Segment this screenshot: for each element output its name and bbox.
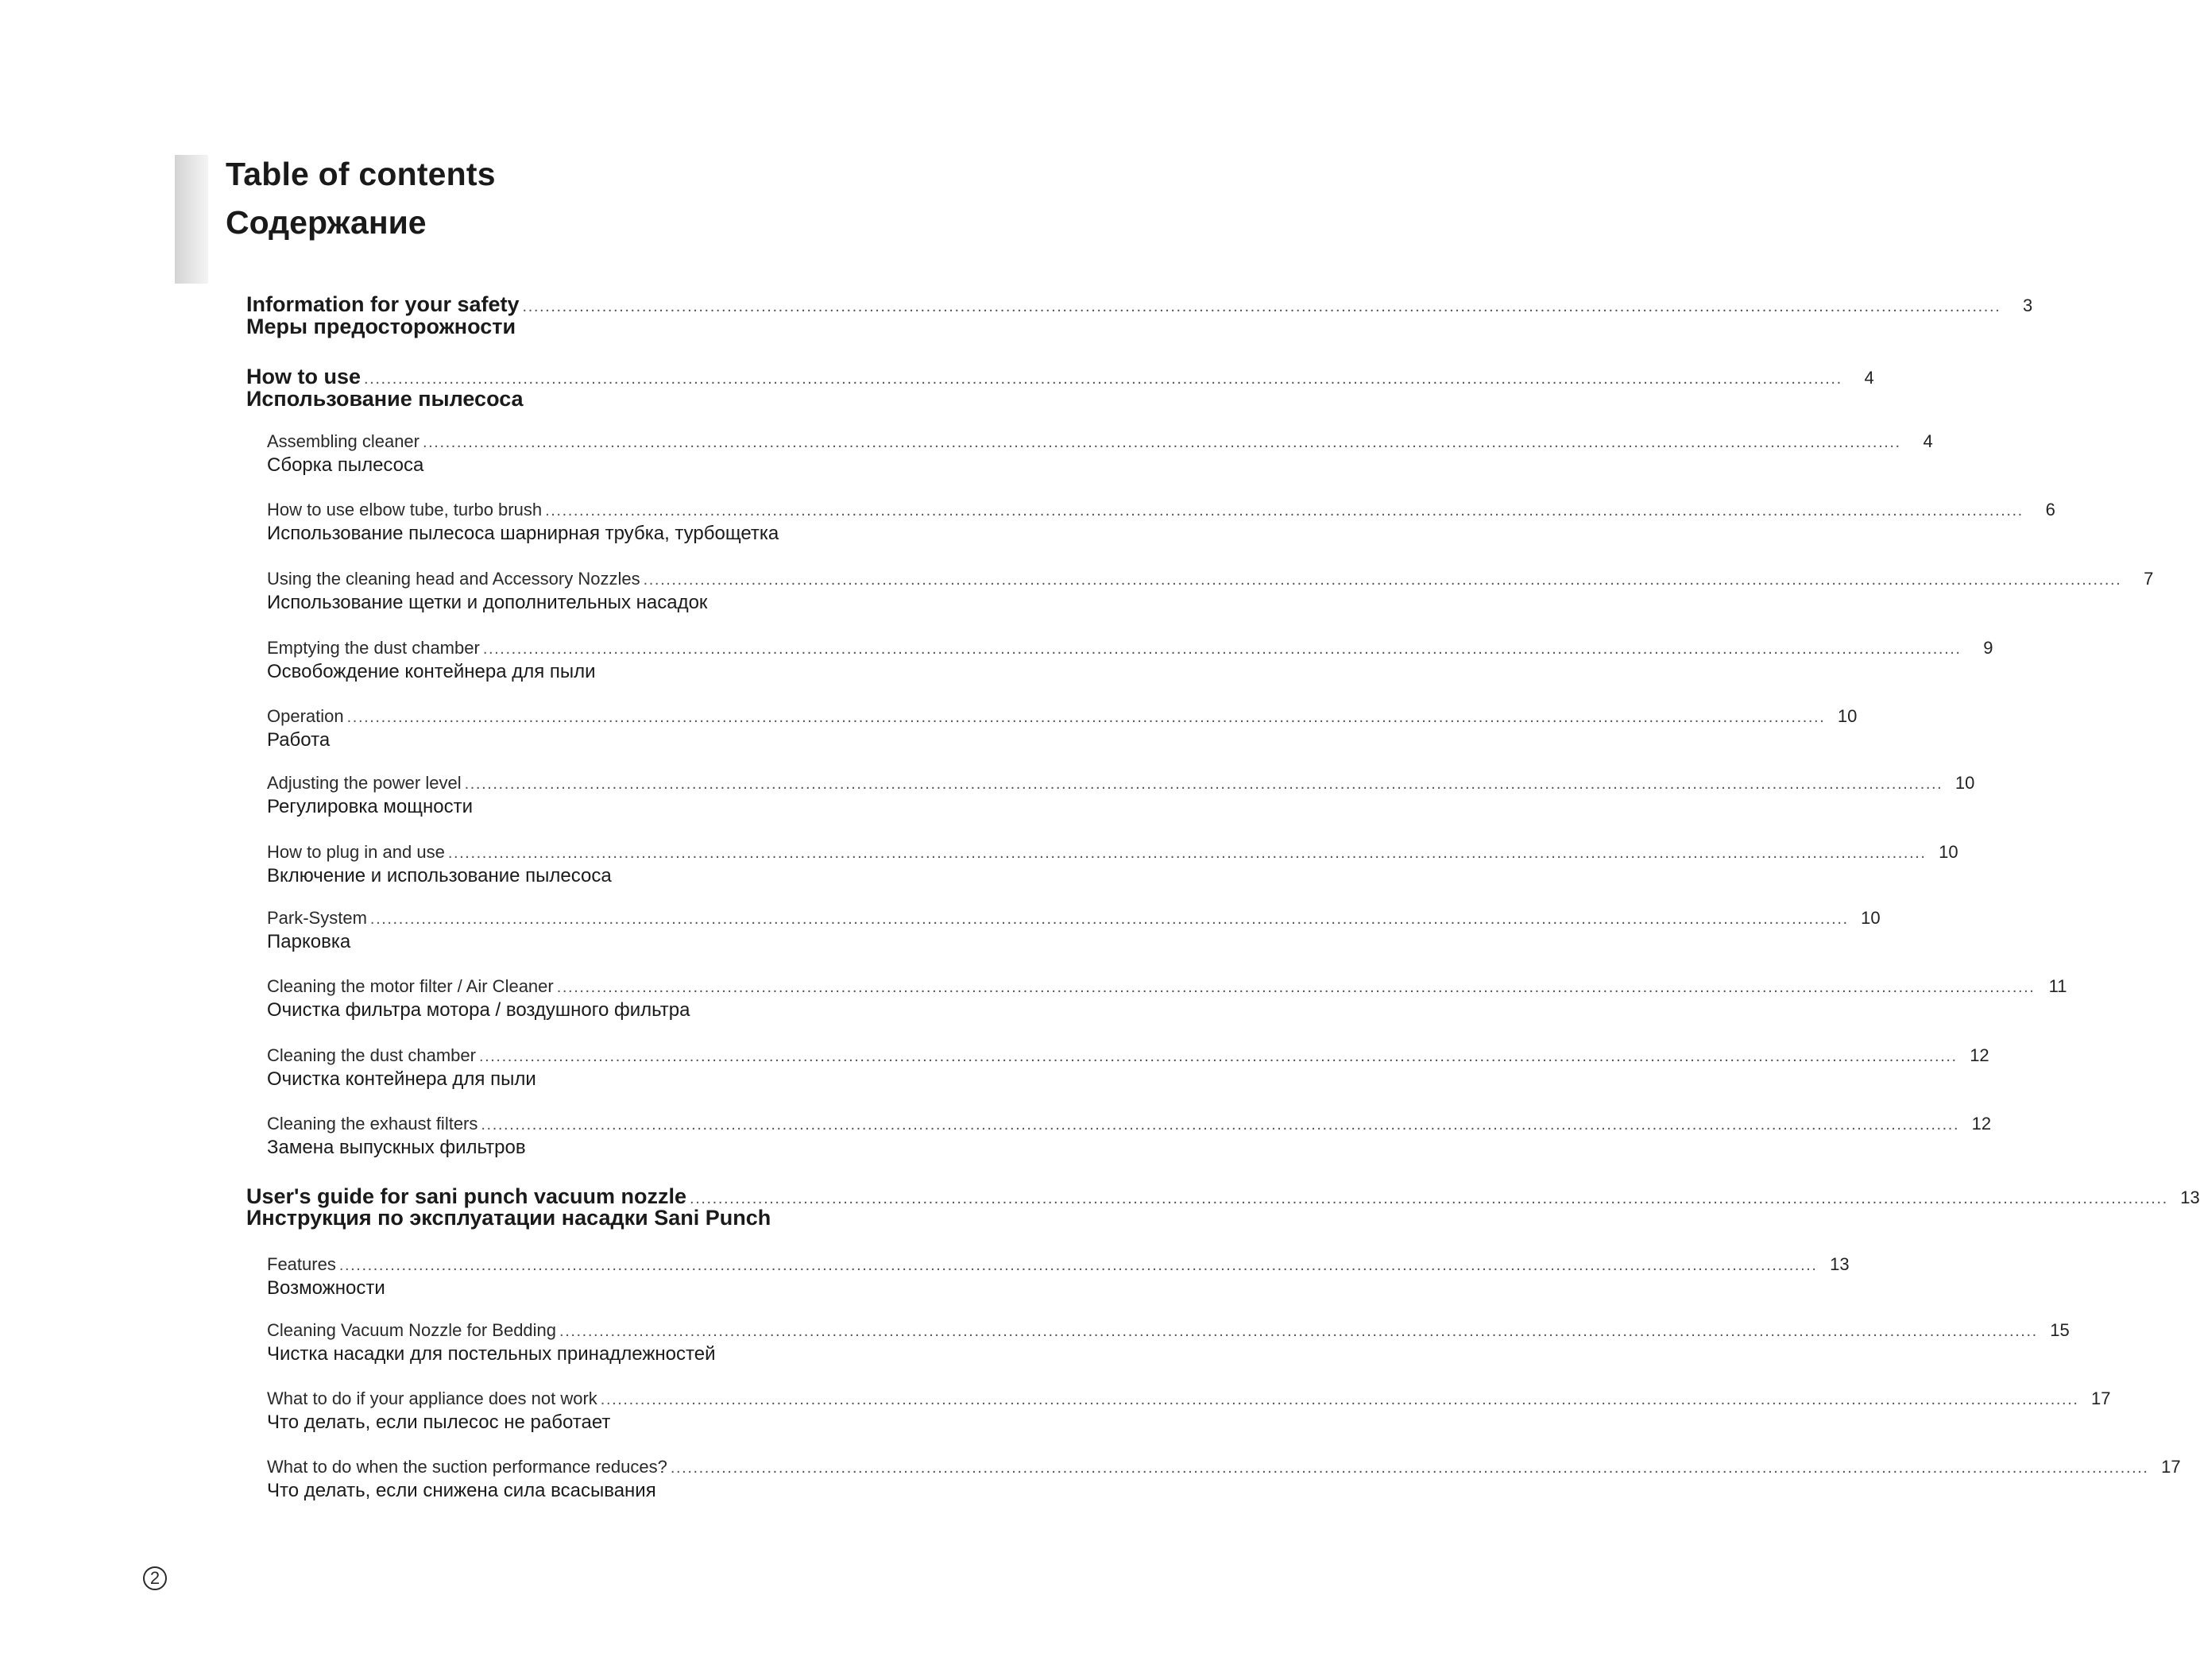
toc-entry-title-en: How to use elbow tube, turbo brush (267, 500, 543, 519)
toc-leader-dots: .................................................................................................................................................................................................................................................................... (556, 979, 2036, 996)
toc-entry-title-en: Assembling cleaner (267, 431, 420, 451)
toc-leader-dots: .................................................................................................................................................................................................................................................................... (559, 1323, 2038, 1340)
toc-entry-title-en: Cleaning Vacuum Nozzle for Bedding (267, 1320, 557, 1340)
page-title-ru: Содержание (226, 204, 427, 241)
header-accent-bar (175, 155, 208, 284)
toc-entry-title-ru: Что делать, если снижена сила всасывания (267, 1480, 656, 1501)
toc-entry-title-en: Emptying the dust chamber (267, 638, 480, 658)
toc-leader-dots: .................................................................................................................................................................................................................................................................... (670, 1459, 2149, 1477)
toc-leader-dots: .................................................................................................................................................................................................................................................................... (369, 910, 1849, 928)
toc-leader-dots: .................................................................................................................................................................................................................................................................... (481, 1116, 1960, 1134)
toc-entry-title-ru: Освобождение контейнера для пыли (267, 661, 596, 682)
toc-entry-title-ru: Использование пылесоса (246, 387, 524, 411)
toc-entry-line[interactable] (267, 908, 1881, 929)
toc-entry-title-ru: Включение и использование пылесоса (267, 865, 612, 886)
toc-entry-title-ru: Использование щетки и дополнительных насадок (267, 592, 708, 613)
toc-entry-title-en: What to do if your appliance does not work (267, 1388, 597, 1408)
toc-leader-dots: .................................................................................................................................................................................................................................................................... (482, 640, 1962, 658)
toc-leader-dots: .................................................................................................................................................................................................................................................................... (478, 1048, 1958, 1065)
toc-entry-line[interactable] (267, 431, 1933, 452)
toc-entry-title-en: User's guide for sani punch vacuum nozzle (246, 1184, 687, 1208)
toc-leader-dots: .................................................................................................................................................................................................................................................................... (690, 1190, 2168, 1207)
toc-entry-title-en: How to use (246, 365, 362, 388)
toc-entry-title-ru: Очистка контейнера для пыли (267, 1068, 536, 1090)
toc-entry-title-ru: Что делать, если пылесос не работает (267, 1412, 611, 1433)
toc-entry-page: 10 (1939, 842, 1958, 862)
toc-entry-page: 13 (1830, 1254, 1850, 1274)
page-title-en: Table of contents (226, 156, 496, 192)
toc-entry-page: 9 (1983, 638, 1993, 658)
toc-entry-title-ru: Использование пылесоса шарнирная трубка, турбощетка (267, 523, 779, 544)
toc-entry-line[interactable] (267, 500, 2055, 520)
toc-entry-page: 4 (1864, 368, 1874, 388)
toc-entry-title-en: Cleaning the motor filter / Air Cleaner (267, 976, 554, 996)
toc-entry-title-en: Operation (267, 706, 344, 726)
toc-entry-page: 4 (1923, 431, 1933, 451)
toc-entry-line[interactable] (267, 1320, 2070, 1341)
toc-entry-title-en: Park-System (267, 908, 367, 928)
toc-entry-page: 7 (2144, 569, 2154, 589)
toc-leader-dots: .................................................................................................................................................................................................................................................................... (346, 709, 1826, 726)
toc-leader-dots: .................................................................................................................................................................................................................................................................... (522, 298, 2001, 315)
toc-entry-title-ru: Чистка насадки для постельных принадлежностей (267, 1343, 716, 1365)
toc-leader-dots: .................................................................................................................................................................................................................................................................... (545, 502, 2024, 519)
toc-entry-page: 11 (2048, 976, 2067, 996)
toc-entry-line[interactable] (267, 706, 1858, 727)
toc-entry-title-ru: Работа (267, 729, 331, 751)
toc-entry-page: 13 (2180, 1188, 2200, 1207)
toc-entry-line[interactable] (267, 1114, 1992, 1134)
toc-entry-page: 10 (1837, 706, 1858, 726)
toc-entry-title-ru: Сборка пылесоса (267, 454, 424, 476)
toc-entry-title-ru: Инструкция по эксплуатации насадки Sani Punch (246, 1206, 771, 1230)
toc-leader-dots: .................................................................................................................................................................................................................................................................... (364, 370, 1842, 388)
toc-entry-page: 17 (2091, 1388, 2111, 1408)
toc-leader-dots: .................................................................................................................................................................................................................................................................... (643, 571, 2122, 589)
toc-entry-title-ru: Регулировка мощности (267, 796, 474, 817)
toc-entry-title-en: Cleaning the dust chamber (267, 1045, 476, 1065)
toc-entry-title-en: What to do when the suction performance reduces? (267, 1457, 667, 1477)
toc-entry-page: 15 (2050, 1320, 2070, 1340)
toc-entry-title-ru: Меры предосторожности (246, 315, 516, 338)
toc-entry-page: 12 (1970, 1045, 1989, 1065)
toc-entry-title-en: Adjusting the power level (267, 773, 462, 793)
toc-entry-title-en: Using the cleaning head and Accessory Nozzles (267, 569, 640, 589)
toc-entry-title-en: Information for your safety (246, 292, 520, 316)
toc-entry-line[interactable] (267, 773, 1975, 794)
toc-leader-dots: .................................................................................................................................................................................................................................................................... (447, 844, 1927, 862)
toc-entry-line[interactable] (267, 1388, 2111, 1409)
toc-entry-title-en: Features (267, 1254, 336, 1274)
page-number (143, 1566, 167, 1590)
toc-entry-line[interactable] (267, 1045, 1989, 1066)
toc-entry-line[interactable] (267, 569, 2154, 589)
toc-entry-title-en: Cleaning the exhaust filters (267, 1114, 478, 1134)
toc-entry-page: 12 (1971, 1114, 1992, 1134)
toc-entry-title-ru: Замена выпускных фильтров (267, 1137, 526, 1158)
toc-entry-page: 10 (1861, 908, 1881, 928)
toc-entry-line[interactable] (267, 1254, 1850, 1275)
toc-entry-page: 3 (2023, 295, 2033, 315)
toc-entry-title-en: How to plug in and use (267, 842, 445, 862)
toc-leader-dots: .................................................................................................................................................................................................................................................................... (338, 1257, 1818, 1274)
toc-entry-line[interactable] (267, 976, 2067, 997)
toc-leader-dots: .................................................................................................................................................................................................................................................................... (464, 775, 1943, 793)
page-number-label: 2 (149, 1568, 160, 1588)
toc-entry-page: 6 (2045, 500, 2055, 519)
toc-leader-dots: .................................................................................................................................................................................................................................................................... (422, 434, 1901, 451)
toc-entry-line[interactable] (267, 842, 1958, 863)
toc-leader-dots: .................................................................................................................................................................................................................................................................... (600, 1391, 2079, 1408)
toc-entry-page: 10 (1954, 773, 1975, 793)
toc-entry-title-ru: Возможности (267, 1277, 385, 1299)
toc-entry-line[interactable] (267, 638, 1993, 658)
toc-entry-title-ru: Очистка фильтра мотора / воздушного фильтра (267, 999, 690, 1021)
toc-entry-title-ru: Парковка (267, 931, 351, 952)
toc-entry-line[interactable] (246, 292, 2033, 317)
toc-entry-line[interactable] (246, 365, 1874, 389)
toc-entry-line[interactable] (267, 1457, 2181, 1477)
toc-entry-page: 17 (2161, 1457, 2181, 1477)
